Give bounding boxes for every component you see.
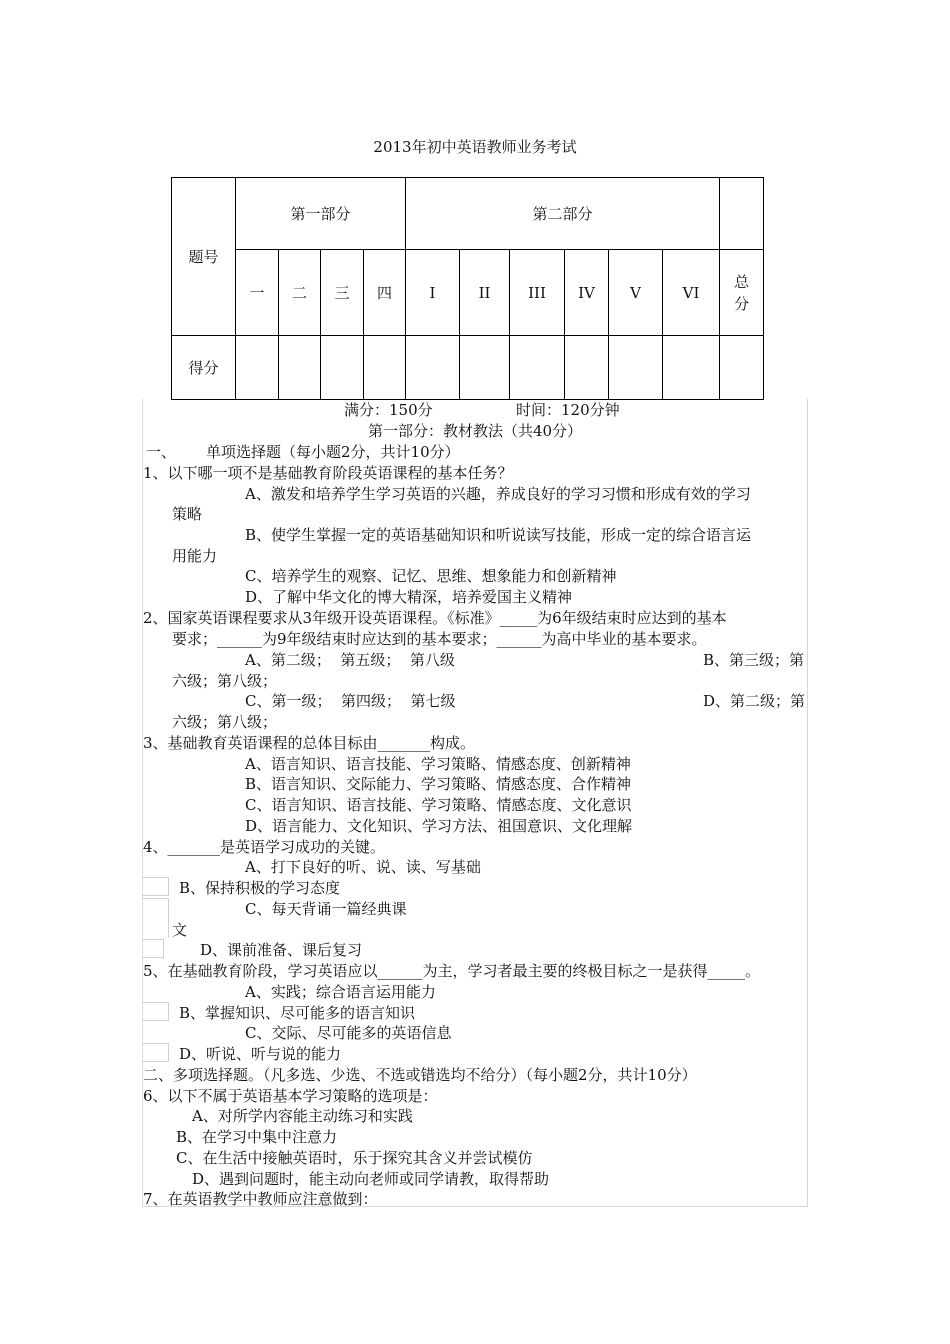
- score-cell: [460, 336, 510, 400]
- part1-heading: 第一部分：教材教法（共40分）: [367, 422, 583, 440]
- score-table: [171, 177, 764, 400]
- layout-stub: [142, 1043, 169, 1062]
- q1-option-a-cont: 策略: [172, 505, 203, 523]
- q2-option-d: D、第二级；第: [703, 692, 806, 710]
- q2-option-a: A、第二级； 第五级； 第八级: [245, 651, 455, 669]
- col-header: 四: [364, 250, 406, 336]
- score-cell: [510, 336, 565, 400]
- layout-stub: [142, 898, 169, 938]
- q4-stem: 4、_______是英语学习成功的关键。: [143, 838, 386, 856]
- full-score: 满分：150分: [344, 401, 433, 419]
- q2-option-d-cont: 六级；第八级；: [172, 713, 278, 731]
- q1-stem: 1、以下哪一项不是基础教育阶段英语课程的基本任务？: [143, 464, 513, 482]
- section2-title: 二、多项选择题。（凡多选、少选、不选或错选均不给分）（每小题2分，共计10分）: [143, 1066, 697, 1084]
- q3-option-c: C、语言知识、语言技能、学习策略、情感态度、文化意识: [245, 796, 632, 814]
- layout-stub: [142, 1002, 169, 1021]
- q1-option-d: D、了解中华文化的博大精深，培养爱国主义精神: [245, 588, 573, 606]
- row-label-score: 得分: [172, 336, 236, 400]
- q1-option-a: A、激发和培养学生学习英语的兴趣，养成良好的学习习惯和形成有效的学习: [245, 485, 751, 503]
- q1-option-c: C、培养学生的观察、记忆、思维、想象能力和创新精神: [245, 567, 617, 585]
- score-cell: [321, 336, 364, 400]
- q3-option-a: A、语言知识、语言技能、学习策略、情感态度、创新精神: [245, 755, 631, 773]
- layout-stub: [142, 939, 164, 958]
- col-header: 一: [236, 250, 279, 336]
- score-cell: [364, 336, 406, 400]
- q3-stem: 3、基础教育英语课程的总体目标由_______构成。: [143, 734, 476, 752]
- score-cell: [609, 336, 663, 400]
- page-title: 2013年初中英语教师业务考试: [373, 138, 577, 156]
- q6-option-c: C、在生活中接触英语时，乐于探究其含义并尝试模仿: [176, 1149, 533, 1167]
- q2-option-c: C、第一级； 第四级； 第七级: [245, 692, 456, 710]
- q2-stem: 2、国家英语课程要求从3年级开设英语课程。《标准》_____为6年级结束时应达到的基本: [143, 609, 727, 627]
- q4-option-b: B、保持积极的学习态度: [179, 879, 341, 897]
- section1-title: 单项选择题（每小题2分，共计10分）: [206, 443, 460, 461]
- score-cell: [279, 336, 321, 400]
- col-header: III: [510, 250, 565, 336]
- q5-option-d: D、听说、听与说的能力: [179, 1045, 342, 1063]
- row-label-question-number: 题号: [172, 178, 236, 336]
- score-cell: [236, 336, 279, 400]
- header-blank: [720, 178, 764, 250]
- q4-option-c-cont: 文: [172, 921, 188, 939]
- q3-option-d: D、语言能力、文化知识、学习方法、祖国意识、文化理解: [245, 817, 633, 835]
- q5-stem: 5、在基础教育阶段，学习英语应以______为主，学习者最主要的终极目标之一是获得_____。: [143, 962, 761, 980]
- q4-option-a: A、打下良好的听、说、读、写基础: [245, 858, 481, 876]
- q4-option-d: D、课前准备、课后复习: [200, 941, 363, 959]
- header-part2: 第二部分: [406, 178, 720, 250]
- exam-time: 时间：120分钟: [516, 401, 620, 419]
- q6-option-d: D、遇到问题时，能主动向老师或同学请教，取得帮助: [192, 1170, 550, 1188]
- q1-option-b: B、使学生掌握一定的英语基础知识和听说读写技能，形成一定的综合语言运: [245, 526, 752, 544]
- score-cell: [720, 336, 764, 400]
- col-header-total: 总分: [720, 250, 764, 336]
- q5-option-a: A、实践；综合语言运用能力: [245, 983, 436, 1001]
- header-part1: 第一部分: [236, 178, 406, 250]
- q5-option-c: C、交际、尽可能多的英语信息: [245, 1024, 452, 1042]
- section1-number: 一、: [146, 443, 177, 461]
- col-header: V: [609, 250, 663, 336]
- q3-option-b: B、语言知识、交际能力、学习策略、情感态度、合作精神: [245, 775, 632, 793]
- q1-option-b-cont: 用能力: [172, 547, 218, 565]
- q2-stem-cont: 要求；______为9年级结束时应达到的基本要求；______为高中毕业的基本要求。: [172, 630, 707, 648]
- q6-option-a: A、对所学内容能主动练习和实践: [192, 1107, 413, 1125]
- col-header: VI: [663, 250, 720, 336]
- col-header: IV: [565, 250, 609, 336]
- q6-stem: 6、以下不属于英语基本学习策略的选项是：: [143, 1087, 438, 1105]
- q6-option-b: B、在学习中集中注意力: [176, 1128, 338, 1146]
- score-cell: [663, 336, 720, 400]
- q2-option-b: B、第三级；第: [703, 651, 805, 669]
- q2-option-b-cont: 六级；第八级；: [172, 672, 278, 690]
- col-header: 二: [279, 250, 321, 336]
- layout-stub: [142, 877, 169, 896]
- q5-option-b: B、掌握知识、尽可能多的语言知识: [179, 1004, 416, 1022]
- q4-option-c: C、每天背诵一篇经典课: [245, 900, 407, 918]
- q7-stem: 7、在英语教学中教师应注意做到：: [143, 1190, 378, 1208]
- score-cell: [565, 336, 609, 400]
- col-header: II: [460, 250, 510, 336]
- score-cell: [406, 336, 460, 400]
- col-header: 三: [321, 250, 364, 336]
- col-header: I: [406, 250, 460, 336]
